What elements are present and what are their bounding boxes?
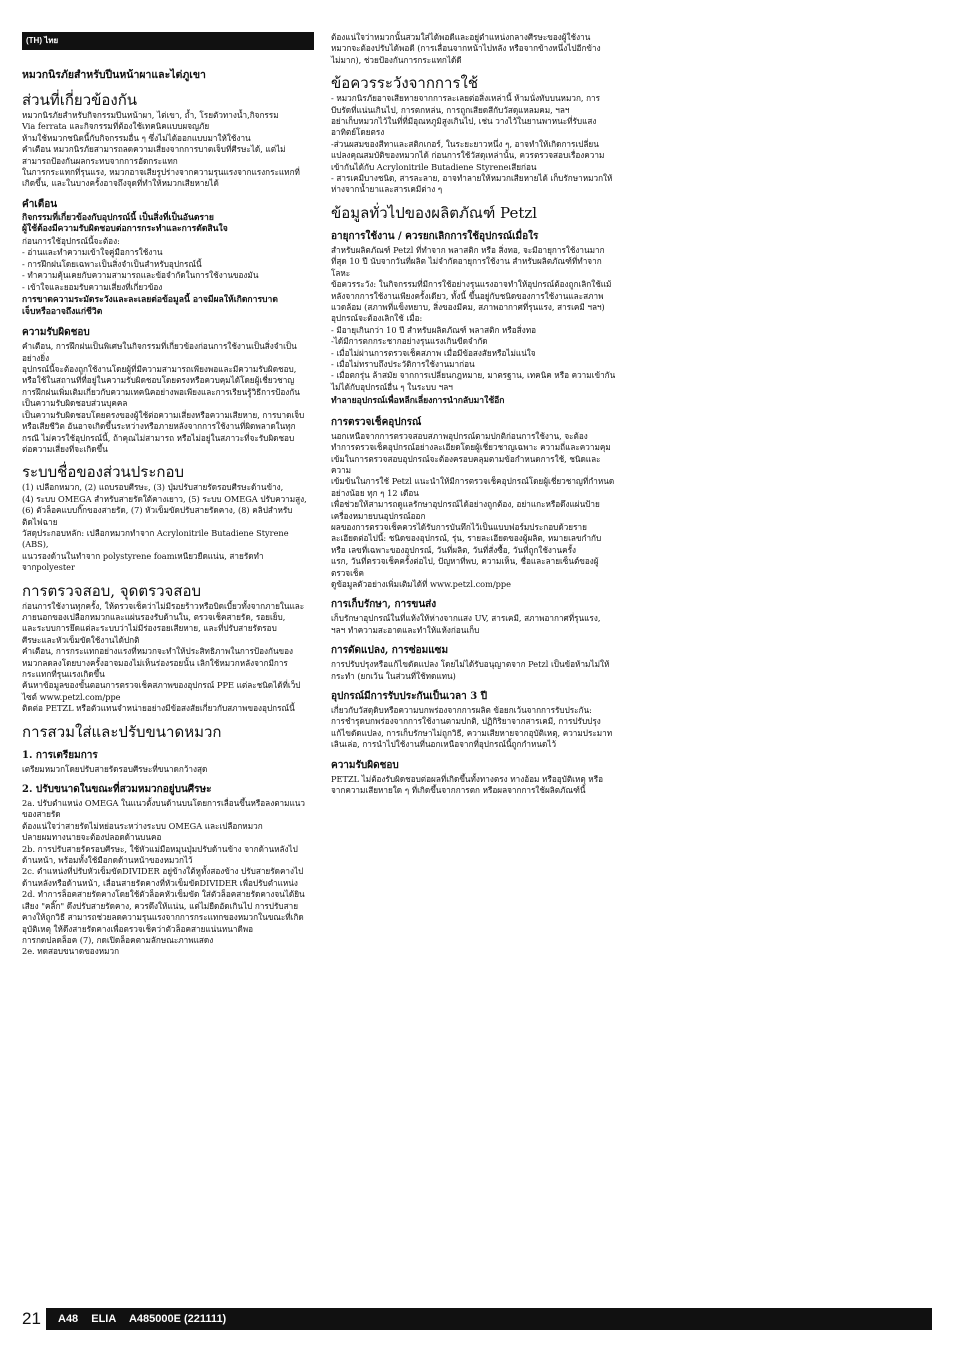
text-line: จากความเสียหายใด ๆ ที่เกิดขึ้นจากการตก หรือผลจากการใช้ผลิตภัณฑ์นี้ — [331, 785, 586, 796]
text-line: ทำการตรวจเช็คอุปกรณ์อย่างละเอียดโดยผู้เชี่ยวชาญเฉพาะ ความถี่และความคุม — [331, 442, 611, 453]
text-line: -ส่วนผสมของสีทาและสติกเกอร์, ในระยะยาวหนึ่ง ๆ, อาจทำให้เกิดการเปลี่ยน — [331, 138, 599, 149]
text-line: อย่าเก็บหมวกไว้ในที่ที่มีอุณหภูมิสูงเกินไป, เช่น วางไว้ในยานพาหนะที่รับแสง — [331, 116, 597, 127]
text-line: ต้องแน่ใจว่าหมวกนั้นสวมใส่ได้พอดีและอยู่ตำแหน่งกลางศีรษะของผู้ใช้งาน — [331, 32, 591, 42]
section-heading-inspection: การตรวจสอบ, จุดตรวจสอบ — [22, 581, 202, 600]
text-line: - มีอายุเกินกว่า 10 ปี สำหรับผลิตภัณฑ์ พลาสติก หรือสิ่งทอ — [331, 324, 537, 335]
text-line: เครื่องหมายบนอุปกรณ์ออก — [331, 510, 426, 521]
text-line: - เข้าใจและยอมรับความเสี่ยงที่เกี่ยวข้อง — [22, 281, 163, 292]
scope-text — [22, 110, 314, 190]
text-line: เตรียมหมวกโดยปรับสายรัดรอบศีรษะที่ขนาดกว้างสุด — [22, 763, 208, 774]
text-line: ก่อนการใช้งานทุกครั้ง, ให้ตรวจเช็คว่าไม่มีรอยร้าวหรือบิดเบี้ยวทั้งจากภายในและ — [22, 600, 305, 611]
warning-bold-line: เจ็บหรืออาจถึงแก่ชีวิต — [22, 306, 103, 317]
text-line: ห่างจากน้ำยาและสารเคมีต่าง ๆ — [331, 184, 443, 195]
text-line: (1) เปลือกหมวก, (2) แถบรอบศีรษะ, (3) ปุ่มปรับสายรัดรอบศีรษะด้านข้าง, — [22, 482, 284, 493]
text-line: แรก, วันที่ตรวจเช็คครั้งต่อไป, ปัญหาที่พบ, ความเห็น, ชื่อและลายเซ็นต์ของผู้ — [331, 556, 599, 567]
text-line: 2a. ปรับตำแหน่ง OMEGA ในแนวตั้งบนด้านบนโดยการเลื่อนขึ้นหรือลงตามแนว — [22, 798, 305, 809]
text-line: หมวกลดลงโดยบางครั้งอาจมองไม่เห็นร่องรอยนั้น เลิกใช้หมวกหลังจากมีการ — [22, 657, 288, 668]
subheading-modifications: การดัดแปลง, การซ่อมแซม — [331, 645, 449, 657]
text-line: หรือ เลขที่เฉพาะของอุปกรณ์, วันที่ผลิต, วันที่สั่งซื้อ, วันที่ถูกใช้งานครั้ง — [331, 544, 576, 555]
text-line: ปลายผมทางนายจะต้องปลอดด้านบนคอ — [22, 832, 162, 843]
text-line: (4) ระบบ OMEGA สำหรับสายรัดใต้คางเยาว, (5) ระบบ OMEGA ปรับความสูง, — [22, 493, 307, 504]
text-line: และระบบการยึดแต่ละระบบว่าไม่มีร่องรอยเสียหาย, และที่ปรับสายรัดรอบ — [22, 623, 277, 634]
text-line: 2e. ทดสอบขนาดของหมวก — [22, 946, 120, 957]
text-line: เข้มในการตรวจสอบอุปกรณ์จะต้องครอบคลุมตามข้อกำหนดการใช้, ชนิดและความ — [331, 453, 601, 475]
equipment-check-text — [331, 431, 619, 591]
text-line: ดูข้อมูลตัวอย่างเพิ่มเติมได้ที่ www.petzl.com/ppe — [331, 579, 511, 590]
precautions-text — [331, 93, 619, 196]
adjustment-text — [22, 798, 314, 958]
text-line: สามารถป้องกันผลกระทบจากการอัดกระแทก — [22, 155, 178, 166]
page-number: 21 — [22, 1309, 41, 1328]
document-title: หมวกนิรภัยสำหรับปีนหน้าผาและไต่ภูเขา — [22, 69, 206, 81]
subheading-storage: การเก็บรักษา, การขนส่ง — [331, 599, 437, 611]
subheading-equipment-check: การตรวจเช็คอุปกรณ์ — [331, 416, 422, 428]
text-line: เลินเล่อ, การนำไปใช้งานที่นอกเหนือจากที่อุปกรณ์นี้ถูกกำหนดไว้ — [331, 739, 557, 750]
text-line: แนวรองด้านในทำจาก polystyrene foamเหนียวยืดแน่น, สายรัดทำจากpolyester — [22, 550, 264, 573]
text-line: โลหะ — [331, 267, 351, 278]
text-line: เก็บรักษาอุปกรณ์ในที่แห้งให้ห่างจากแสง UV, สารเคมี, สภาพอากาศที่รุนแรง, — [331, 613, 601, 624]
warning-bold-line: กิจกรรมที่เกี่ยวข้องกับอุปกรณ์นี้ เป็นสิ่งที่เป็นอันตราย — [22, 212, 214, 223]
text-line: ติดไฟฉาย — [22, 516, 58, 527]
section-heading-warning: คำเตือน — [22, 198, 58, 210]
text-line: ไม่ได้กับอุปกรณ์อื่น ๆ ในระบบ ฯลฯ — [331, 381, 453, 392]
text-line: Via ferrata และกิจกรรมที่ต้องใช้เทคนิคแบบผจญภัย — [22, 121, 210, 132]
responsibility-text — [22, 341, 314, 455]
text-line: การกดปลดล็อค (7), กดเปิดล็อคตามลักษณะภาพแสดง — [22, 934, 214, 945]
text-line: 2b. การปรับสายรัดรอบศีรษะ, ใช้หัวแม่มือหมุนปุ่มปรับด้านข้าง จากด้านหลังไป — [22, 843, 298, 854]
lifetime-text — [331, 245, 619, 393]
text-line: เกี่ยวกับวัสดุดิบหรือความบกพร่องจากการผลิต ข้อยกเว้นจากการรับประกัน: — [331, 705, 592, 716]
text-line: - หมวกนิรภัยอาจเสียหายจากการละเลยต่อสิ่งเหล่านี้ ห้ามนั่งทับบนหมวก, การ — [331, 93, 601, 104]
text-line: การชำรุดบกพร่องจากการใช้งานตามปกติ, ปฏิกิริยาจากสารเคมี, การปรับปรุง — [331, 716, 601, 727]
section-heading-scope: ส่วนที่เกี่ยวข้องกัน — [22, 91, 138, 109]
text-line: ห้ามใช้หมวกชนิดนี้กับกิจกรรมอื่น ๆ ซึ่งไม่ได้ออกแบบมาให้ใช้งาน — [22, 132, 251, 143]
text-line: อุปกรณ์จะต้องเลิกใช้ เมื่อ: — [331, 313, 423, 324]
text-line: ข้อควรระวัง: ในกิจกรรมที่มีการใช้อย่างรุนแรงอาจทำให้อุปกรณ์ต้องถูกเลิกใช้แม้ — [331, 279, 612, 290]
text-line: คางให้ถูกวิธี สามารถช่วยลดความรุนแรงจากการกระแทกของหมวกในขณะที่เกิด — [22, 912, 304, 923]
text-line: อย่างยิ่ง — [22, 352, 50, 363]
text-line: ละเอียดต่อไปนี้: ชนิดของอุปกรณ์, รุ่น, รายละเอียดของผู้ผลิต, หมายเลขกำกับ — [331, 533, 602, 544]
text-line: ที่สุด 10 ปี นับจากวันที่ผลิต ไม่จำกัดอายุการใช้งาน สำหรับผลิตภัณฑ์ที่ทำจาก — [331, 256, 602, 267]
language-tag: (TH) ไทย — [22, 32, 314, 50]
text-line: คำเตือน, การฝึกฝนเป็นพิเศษในกิจกรรมที่เกี่ยวข้องก่อนการใช้งานเป็นสิ่งจำเป็น — [22, 341, 297, 352]
product-name: ELIA — [91, 1313, 117, 1325]
text-line: - เมื่อตกรุ่น ล้าสมัย จากการเปลี่ยนกฎหมาย, มาตรฐาน, เทคนิค หรือ ความเข้ากัน — [331, 370, 616, 381]
text-line: บีบรัดที่แน่นเกินไป, การตกหล่น, การถูกเสียดสีกับวัสดุแหลมคม, ฯลฯ — [331, 104, 570, 115]
continued-text — [331, 32, 619, 66]
text-line: หลังจากการใช้งานเพียงครั้งเดียว, ทั้งนี้ ขึ้นอยู่กับชนิดของการใช้งานและสภาพ — [331, 290, 604, 301]
section-heading-fitting: การสวมใส่และปรับขนาดหมวก — [22, 722, 222, 741]
text-line: สำหรับผลิตภัณฑ์ Petzl ที่ทำจาก พลาสติก หรือ สิ่งทอ, จะมีอายุการใช้งานมาก — [331, 244, 605, 255]
right-column — [331, 32, 619, 797]
section-heading-precautions: ข้อควรระวังจากการใช้ — [331, 74, 478, 93]
text-line: (6) ตัวล็อคแบบกิ๊กของสายรัด, (7) หัวเข็มขัดปรับสายรัดคาง, (8) คลิปสำหรับ — [22, 505, 293, 516]
text-line: คำเตือน, การกระแทกอย่างแรงที่หมวกจะทำให้ประสิทธิภาพในการป้องกันของ — [22, 646, 294, 657]
text-line: เข้มข้นในการใช้ Petzl แนะนำให้มีการตรวจเช็คอุปกรณ์โดยผู้เชี่ยวชาญที่กำหนด — [331, 476, 615, 487]
warning-bold-line: ผู้ใช้ต้องมีความรับผิดชอบต่อการกระทำและการตัดสินใจ — [22, 224, 228, 235]
text-line: วัสดุประกอบหลัก: เปลือกหมวกทำจาก Acrylonitrile Butadiene Styrene (ABS), — [22, 527, 289, 550]
text-line: ไซต์ www.petzl.com/ppe — [22, 691, 121, 702]
text-line: ตรวจเช็ค — [331, 567, 364, 578]
text-line: หรือใช้ในสถานที่ที่อยู่ในความรับผิดชอบโดยตรงหรือควบคุมได้โดยผู้เชี่ยวชาญ — [22, 375, 295, 386]
text-line: ของสายรัด — [22, 809, 61, 820]
text-line: ศีรษะและหัวเข็มขัดใช้งานได้ปกติ — [22, 634, 140, 645]
text-line: อย่างน้อย ทุก ๆ 12 เดือน — [331, 487, 419, 498]
text-line: หรือเสียชีวิต อันอาจเกิดขึ้นระหว่างหรือภายหลังจากการใช้งานที่ผิดพลาดในทุก — [22, 421, 296, 432]
text-line: ติดต่อ PETZL หรือตัวแทนจำหน่ายอย่างมีข้อสงสัยเกี่ยวกับสภาพของอุปกรณ์นี้ — [22, 703, 295, 714]
text-line: การปรับปรุงหรือแก้ไขดัดแปลง โดยไม่ได้รับอนุญาตจาก Petzl เป็นข้อห้ามไม่ให้ — [331, 659, 610, 670]
text-line: แก้ไขดัดแปลง, การเก็บรักษาไม่ถูกวิธี, ความเสียหายจากอุบัติเหตุ, ความประมาท — [331, 727, 613, 738]
text-line: ด้านหน้า, พร้อมทั้งใช้มือกดด้านหน้าของหมวกไว้ — [22, 855, 193, 866]
destroy-notice: ทำลายอุปกรณ์เพื่อหลีกเลี่ยงการนำกลับมาใช้อีก — [331, 396, 505, 407]
text-line: 2c. ตำแหน่งที่ปรับหัวเข็มขัดDIVIDER อยู่ข้างใต้หูทั้งสองข้าง ปรับสายรัดคางไป — [22, 866, 304, 877]
text-line: PETZL ไม่ต้องรับผิดชอบต่อผลที่เกิดขึ้นทั้งทางตรง ทางอ้อม หรืออุบัติเหตุ หรือ — [331, 773, 604, 784]
nomenclature-text — [22, 482, 314, 573]
text-line: กรณี ไม่ควรใช้อุปกรณ์นี้, ถ้าคุณไม่สามารถ หรือไม่อยู่ในสภาวะที่จะรับผิดชอบ — [22, 432, 295, 443]
subheading-guarantee: อุปกรณ์มีการรับประกันเป็นเวลา 3 ปี — [331, 691, 488, 703]
left-column — [22, 32, 314, 958]
text-line: ด้านหลังหรือด้านหน้า, เลื่อนสายรัดคางที่หัวเข็มขัดDIVIDER เพื่อปรับตำแหน่ง — [22, 877, 298, 888]
text-line: ฯลฯ ทำความสะอาดและทำให้แห้งก่อนเก็บ — [331, 624, 480, 635]
modifications-text — [331, 659, 619, 682]
text-line: เข้ากันได้กับ Acrylonitrile Butadiene Styreneเสียก่อน — [331, 161, 537, 172]
subheading-adjustment: 2. ปรับขนาดในขณะที่สวมหมวกอยู่บนศีรษะ — [22, 784, 212, 796]
section-heading-general-info: ข้อมูลทั่วไปของผลิตภัณฑ์ Petzl — [331, 203, 538, 222]
text-line: เสียง "คลิ๊ก" ดึงปรับสายรัดคาง, ควรดึงให้แน่น, แต่ไม่ยืดอัดเกินไป การปรับสาย — [22, 900, 298, 911]
text-line: เพื่อช่วยให้สามารถดูแลรักษาอุปกรณ์ได้อย่างถูกต้อง, อย่าแกะหรือดึงแผ่นป้าย — [331, 499, 600, 510]
text-line: อาทิตย์โดยตรง — [331, 127, 385, 138]
text-line: - เมื่อไม่ผ่านการตรวจเช็คสภาพ เมื่อมีข้อสงสัยหรือไม่แน่ใจ — [331, 347, 536, 358]
text-line: - ทำความคุ้นเคยกับความสามารถและข้อจำกัดในการใช้งานของมัน — [22, 270, 259, 281]
text-line: แปลงคุณสมบัติของหมวกได้ ก่อนการใช้วัสดุเหล่านั้น, ควรตรวจสอบเรื่องความ — [331, 150, 605, 161]
text-line: ต่อความเสี่ยงที่จะเกิดขึ้น — [22, 443, 108, 454]
text-line: ในการกระแทกที่รุนแรง, หมวกอาจเสียรูปร่างจากความรุนแรงจากแรงกระแทกที่ — [22, 167, 300, 178]
text-line: ก่อนการใช้อุปกรณ์นี้จะต้อง: — [22, 236, 120, 247]
text-line: การฝึกฝนเพิ่มเติมเกี่ยวกับความเทคนิคอย่างพอเพียงและการเรียนรู้วิธีการป้องกัน — [22, 386, 300, 397]
subheading-preparation: 1. การเตรียมการ — [22, 749, 98, 761]
inspection-text — [22, 601, 314, 715]
section-heading-responsibility: ความรับผิดชอบ — [22, 327, 90, 339]
text-line: - เมื่อไม่ทราบถึงประวัติการใช้งานมาก่อน — [331, 358, 475, 369]
text-line: อุบัติเหตุ ให้ดึงสายรัดคางเพื่อตรวจเช็คว่าตัวล็อคสายแน่นหนาดีพอ — [22, 923, 254, 934]
liability-text — [331, 774, 619, 797]
text-line: หมวกนิรภัยสำหรับกิจกรรมปีนหน้าผา, ไต่เขา, ถ้ำ, โรยตัวทางน้ำ,กิจกรรม — [22, 110, 279, 120]
text-line: - การฝึกฝนโดยเฉพาะเป็นสิ่งจำเป็นสำหรับอุปกรณ์นี้ — [22, 258, 202, 269]
text-line: 2d. ทำการล็อคสายรัดคางโดยใช้ตัวล็อคหัวเข็มขัด ใส่ตัวล็อคสายรัดคางจนได้ยิน — [22, 889, 305, 900]
text-line: ค้นหาข้อมูลของขั้นตอนการตรวจเช็คสภาพของอุปกรณ์ PPE แต่ละชนิดได้ที่เว็ป — [22, 680, 301, 691]
text-line: - อ่านและทำความเข้าใจคู่มือการใช้งาน — [22, 247, 163, 258]
text-line: แวดล้อม (สภาพที่แข็งหยาบ, สิ่งของมีคม, สภาพอากาศที่รุนแรง, สารเคมี ฯลฯ) — [331, 301, 605, 312]
document-reference: A485000E (221111) — [128, 1313, 227, 1325]
text-line: คำเตือน หมวกนิรภัยสามารถลดความเสี่ยงจากการบาดเจ็บที่ศีรษะได้, แต่ไม่ — [22, 144, 286, 155]
text-line: กระแทกที่รุนแรงเกิดขึ้น — [22, 669, 105, 679]
subheading-lifetime: อายุการใช้งาน / ควรยกเลิกการใช้อุปกรณ์เมื่อใร — [331, 230, 539, 242]
warning-bold-line: การขาดความระมัดระวังและละเลยต่อข้อมูลนี้ อาจมีผลให้เกิดการบาด — [22, 295, 278, 306]
text-line: หมวกจะต้องปรับได้พอดี (การเลื่อนจากหน้าไปหลัง หรือจากข้างหนึ่งไปอีกข้าง — [331, 43, 601, 54]
model-code: A48 — [58, 1313, 79, 1325]
warning-text — [22, 236, 314, 293]
page-footer — [22, 1308, 932, 1330]
text-line: อุปกรณ์นี้จะต้องถูกใช้งานโดยผู้ที่มีความสามารถเพียงพอและมีความรับผิดชอบ, — [22, 364, 297, 375]
guarantee-text — [331, 705, 619, 751]
preparation-text — [22, 764, 314, 775]
text-line: - สารเคมีบางชนิด, สารละลาย, อาจทำลายให้หมวกเสียหายได้ เก็บรักษาหมวกให้ — [331, 173, 613, 184]
subheading-liability: ความรับผิดชอบ — [331, 759, 399, 771]
text-line: กระทำ (ยกเว้น ในส่วนที่ใช้ทดแทน) — [331, 670, 456, 681]
text-line: ต้องแน่ใจว่าสายรัดไม่หย่อนระหว่างระบบ OMEGA และเปลือกหมวก — [22, 820, 263, 831]
text-line: ภายนอกของเปลือกหมวกและแผ่นรองรับด้านใน, ตรวจเช็คสายรัด, รอยเย็บ, — [22, 611, 286, 622]
text-line: เกิดขึ้น, และในบางครั้งอาจถึงจุดที่ทำให้หมวกเสียหายได้ — [22, 178, 219, 189]
text-line: นอกเหนือจากการตรวจสอบสภาพอุปกรณ์ตามปกติก่อนการใช้งาน, จะต้อง — [331, 430, 588, 441]
text-line: ไม่มาก), ช่วยป้องกันการกระแทกได้ดี — [331, 54, 462, 65]
section-heading-nomenclature: ระบบชื่อของส่วนประกอบ — [22, 463, 185, 482]
text-line: ผลของการตรวจเช็คควรได้รับการบันทึกไว้เป็นแบบฟอร์มประกอบด้วยราย — [331, 522, 587, 532]
footer-bar — [46, 1308, 932, 1330]
text-line: -ได้มีการตกกระชากอย่างรุนแรงเกินขีดจำกัด — [331, 336, 488, 347]
storage-text — [331, 613, 619, 636]
text-line: เป็นความรับผิดชอบส่วนบุคคล — [22, 398, 128, 409]
text-line: เป็นความรับผิดชอบโดยตรงของผู้ใช้ต่อความเสี่ยงหรือความเสียหาย, การบาดเจ็บ — [22, 409, 305, 420]
